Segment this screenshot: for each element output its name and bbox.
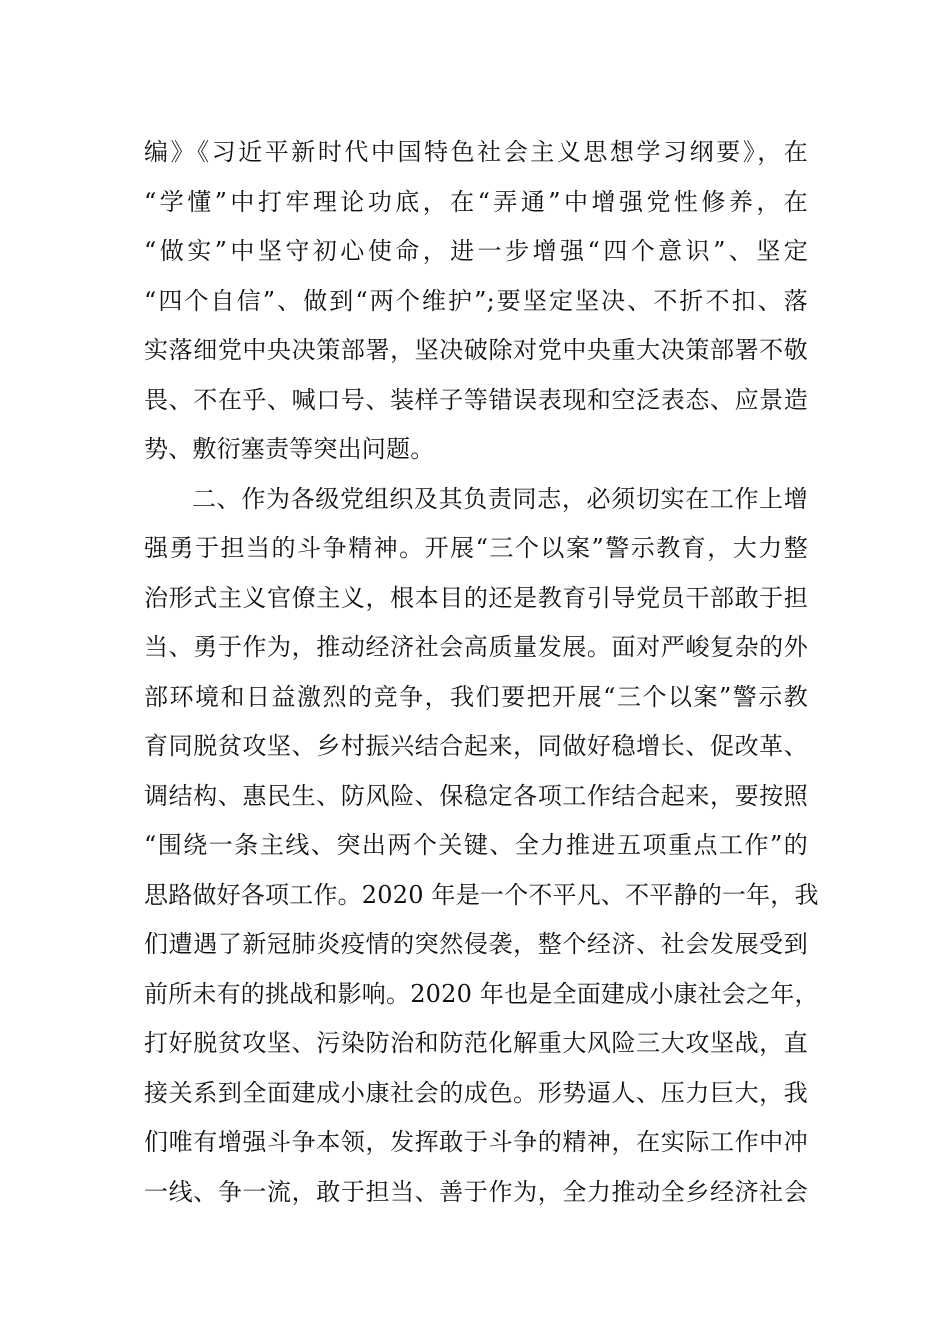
text-line-6: 畏、不在乎、喊口号、装样子等错误表现和空泛表态、应景造 — [144, 385, 808, 414]
text-line-13: 育同脱贫攻坚、乡村振兴结合起来，同做好稳增长、促改革、 — [144, 732, 808, 760]
text-line-4: “四个自信”、做到“两个维护”;要坚定坚决、不折不扣、落 — [144, 286, 808, 315]
text-line-9: 强勇于担当的斗争精神。开展“三个以案”警示教育，大力整 — [144, 534, 808, 562]
text-line-3: “做实”中坚守初心使命，进一步增强“四个意识”、坚定 — [144, 237, 808, 265]
text-line-21: 们唯有增强斗争本领，发挥敢于斗争的精神，在实际工作中冲 — [144, 1128, 808, 1156]
text-line-14: 调结构、惠民生、防风险、保稳定各项工作结合起来，要按照 — [144, 781, 808, 810]
text-line-19: 打好脱贫攻坚、污染防治和防范化解重大风险三大攻坚战，直 — [144, 1029, 808, 1057]
text-line-8: 二、作为各级党组织及其负责同志，必须切实在工作上增 — [192, 484, 808, 513]
text-line-12: 部环境和日益激烈的竞争，我们要把开展“三个以案”警示教 — [144, 682, 808, 711]
text-line-20: 接关系到全面建成小康社会的成色。形势逼人、压力巨大，我 — [144, 1078, 808, 1107]
text-line-18: 前所未有的挑战和影响。2020 年也是全面建成小康社会之年， — [144, 979, 819, 1008]
text-line-10: 治形式主义官僚主义，根本目的还是教育引导党员干部敢于担 — [144, 583, 808, 612]
text-line-16: 思路做好各项工作。2020 年是一个不平凡、不平静的一年，我 — [144, 880, 819, 909]
text-line-1: 编》《习近平新时代中国特色社会主义思想学习纲要》，在 — [144, 138, 808, 166]
text-line-11: 当、勇于作为，推动经济社会高质量发展。面对严峻复杂的外 — [144, 633, 808, 661]
text-line-2: “学懂”中打牢理论功底，在“弄通”中增强党性修养，在 — [144, 187, 808, 216]
text-line-5: 实落细党中央决策部署，坚决破除对党中央重大决策部署不敬 — [144, 336, 808, 364]
text-line-15: “围绕一条主线、突出两个关键、全力推进五项重点工作”的 — [144, 831, 808, 859]
text-line-7: 势、敷衍塞责等突出问题。 — [144, 435, 435, 463]
text-line-17: 们遭遇了新冠肺炎疫情的突然侵袭，整个经济、社会发展受到 — [144, 930, 808, 958]
document-body — [144, 128, 819, 1217]
text-line-22: 一线、争一流，敢于担当、善于作为，全力推动全乡经济社会 — [144, 1177, 808, 1206]
